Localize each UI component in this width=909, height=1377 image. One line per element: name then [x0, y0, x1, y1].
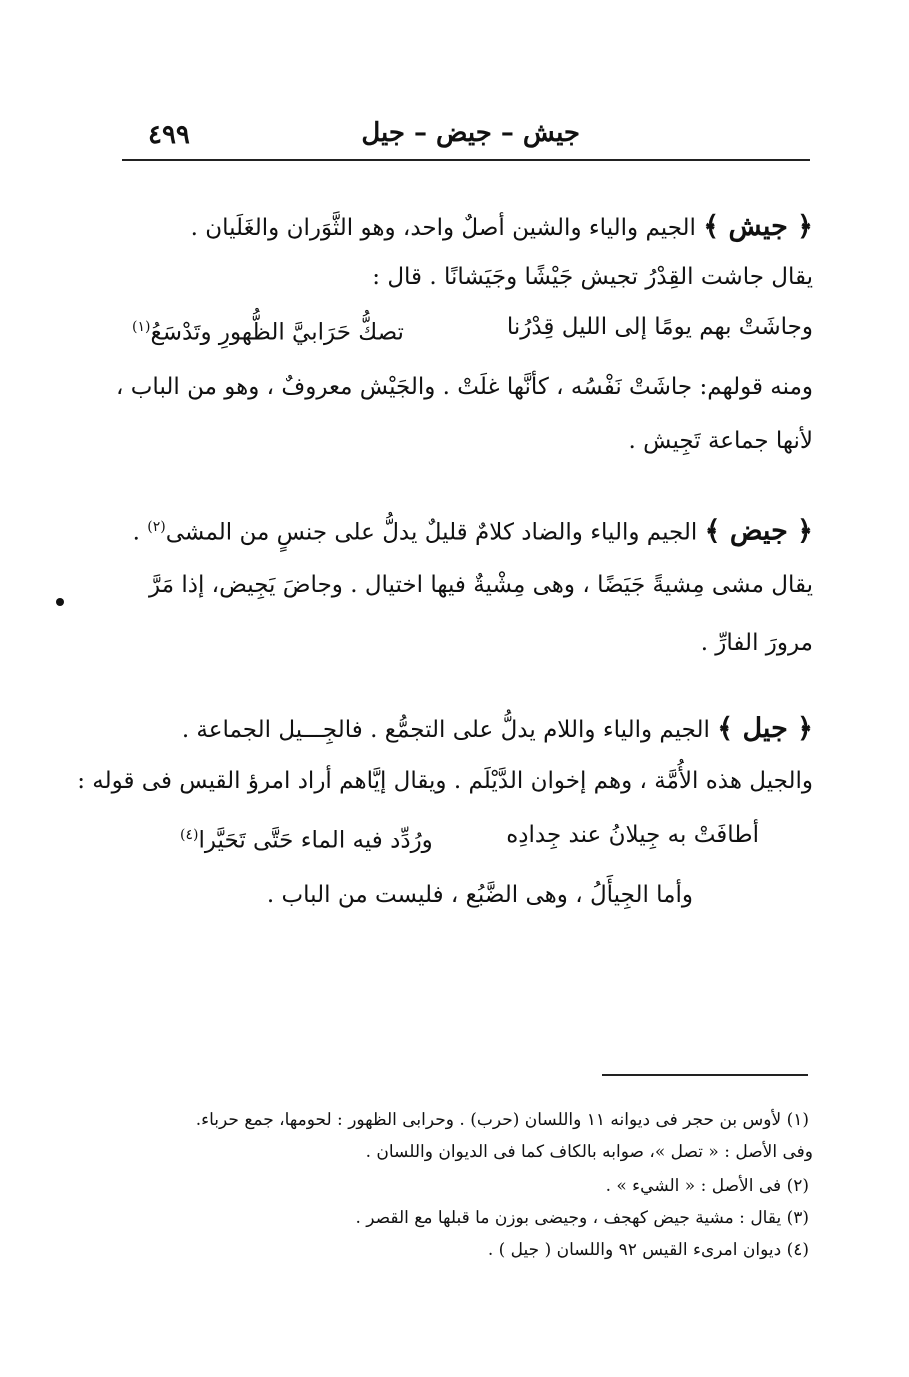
bracket-open: ﴿	[787, 211, 813, 242]
verse-jayl-hemistich-2: ورُدِّد فيه الماء حَتَّى تَحَيَّرا$^{(٤)}$	[180, 827, 433, 854]
footnote-ref-2: (٢)	[147, 519, 166, 535]
headword-jayl: جيل	[742, 713, 788, 744]
footnote-rule	[602, 1074, 808, 1076]
footnote-ref-4: (٤)	[180, 827, 199, 843]
header-title: جيش – جيض – جيل	[361, 118, 580, 148]
footnote-2: (٢) فى الأصل : « الشيء » .	[605, 1176, 809, 1196]
header-rule	[122, 159, 810, 161]
page-number: ٤٩٩	[148, 120, 190, 150]
entry-jaysh-line-2: يقال جاشت القِدْرُ تجيش جَيْشًا وجَيَشانًا . قال :	[372, 264, 813, 290]
entry-jayl-line-1: ﴿ جيل ﴾ الجيم والياء واللام يدلُّ على التجمُّع . فالجِـــيل الجماعة .	[181, 713, 813, 744]
verse-jaysh-hemistich-2: تصكُّ حَرَابيَّ الظُّهورِ وتَدْسَعُ$^{(١)}$	[132, 319, 404, 346]
entry-jayl-line-2: والجيل هذه الأُمَّة ، وهم إخوان الدَّيْلَم . ويقال إيَّاهم أراد امرؤ القيس فى قوله :	[77, 768, 813, 794]
entry-jayd-text-1: الجيم والياء والضاد كلامٌ قليلٌ يدلُّ على جنسٍ من المشى	[165, 519, 698, 546]
verse-jayl-hemistich-1: أطافَتْ به جِيلانُ عند جِدادِه	[506, 822, 759, 848]
footnote-ref-1: (١)	[132, 319, 151, 335]
entry-jayd-line-3: مرورَ الفارِّ .	[700, 630, 813, 656]
bracket-close: ﴾	[703, 211, 729, 242]
footnote-3: (٣) يقال : مشية جيض كهجف ، وجيضى بوزن ما قبلها مع القصر .	[355, 1208, 809, 1228]
margin-dot	[56, 598, 64, 606]
entry-jaysh-line-1	[191, 212, 813, 243]
verse-jaysh-hemistich-1: وجاشَتْ بهم يومًا إلى الليل قِدْرُنا	[506, 314, 813, 340]
running-header	[120, 112, 810, 158]
entry-jayd-line-1: ﴿ جيض ﴾ الجيم والياء والضاد كلامٌ قليلٌ يدلُّ على جنسٍ من المشى$^{(٢)}$ .	[132, 515, 813, 547]
entry-jaysh-line-3: ومنه قولهم: جاشَتْ نَفْسُه ، كأنَّها غلَتْ . والجَيْش معروفٌ ، وهو من الباب ،	[116, 374, 813, 400]
entry-jayd-line-2: يقال مشى مِشيةً جَيَضًا ، وهى مِشْيةٌ فيها اختيال . وجاضَ يَجِيض، إذا مَرَّ	[149, 572, 813, 598]
entry-jayl-line-3: وأما الجِيأَلُ ، وهى الضَّبُع ، فليست من الباب .	[266, 882, 693, 908]
entry-jaysh-line-4: لأنها جماعة تَجِيش .	[628, 428, 813, 454]
entry-jayl-text-1: الجيم والياء واللام يدلُّ على التجمُّع . فالجِـــيل الجماعة .	[181, 717, 710, 743]
headword-jayd: جيض	[729, 515, 788, 547]
footnote-1: (١) لأوس بن حجر فى ديوانه ١١ واللسان (حرب) . وحرابى الظهور : لحومها، جمع حرباء.	[195, 1110, 809, 1130]
footnote-4: (٤) ديوان امرىء القيس ٩٢ واللسان ( جيل ) .	[487, 1240, 809, 1260]
entry-jaysh-text-1: الجيم والياء والشين أصلٌ واحد، وهو الثَّوَران والغَلَيان .	[190, 215, 696, 241]
footnote-1-cont: وفى الأصل : « تصل »، صوابه بالكاف كما فى الديوان واللسان .	[365, 1142, 813, 1162]
headword-jaysh: جيش	[728, 211, 788, 242]
